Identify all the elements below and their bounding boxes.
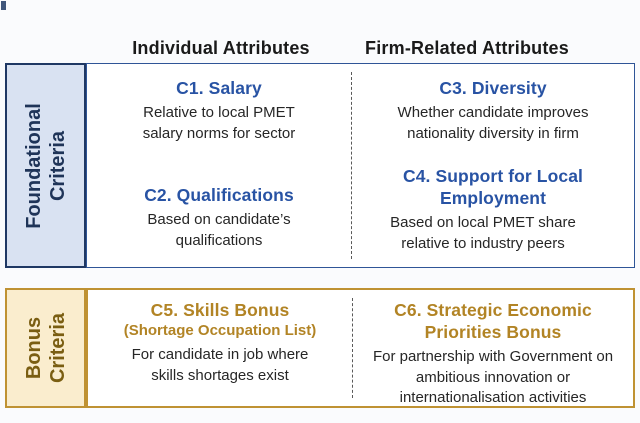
criterion-c4-title: C4. Support for Local Employment [402,166,584,208]
criterion-c6-description: For partnership with Government on ambitious innovation or internationalisation activities [372,348,614,406]
cell-bonus-individual [88,290,352,406]
column-header-individual-attributes: Individual Attributes [132,38,310,58]
row-label-line-2: Criteria [46,312,69,384]
criterion-c5-title: C5. Skills Bonus [150,300,290,320]
criterion-c2 [134,184,304,251]
row-label-text [22,103,70,229]
criterion-c1-title: C1. Salary [176,78,262,98]
criterion-c1 [132,77,307,144]
bonus-criteria-panel [86,288,635,408]
criterion-c3 [389,77,597,144]
column-header-firm-related-attributes: Firm-Related Attributes [365,38,569,58]
criterion-c6-title: C6. Strategic Economic Priorities Bonus [394,300,592,342]
criterion-c5 [122,299,318,386]
criterion-c4-description: Based on local PMET share relative to industry peers [390,214,576,252]
cell-foundational-individual [87,64,351,267]
foundational-criteria-row-label [5,63,86,268]
row-label-line-1: Bonus [22,316,45,380]
foundational-criteria-band [5,63,635,268]
row-label-line-1: Foundational [22,102,45,229]
criterion-c3-title: C3. Diversity [439,78,547,98]
criterion-c5-subtitle: (Shortage Occupation List) [123,322,317,339]
row-label-line-2: Criteria [46,130,69,201]
criterion-c6 [372,299,614,409]
criterion-c2-title: C2. Qualifications [144,185,294,205]
bonus-criteria-row-label [5,288,86,408]
criterion-c4 [377,165,609,254]
bonus-criteria-band [5,288,635,408]
row-label-text [22,313,70,383]
criterion-c2-description: Based on candidate’s qualifications [147,211,291,249]
cell-foundational-firm [352,64,634,267]
criterion-c5-description: For candidate in job where skills shortages exist [131,346,309,384]
cell-bonus-firm [353,290,633,406]
criterion-c3-description: Whether candidate improves nationality diversity in firm [397,104,589,142]
criterion-c1-description: Relative to local PMET salary norms for sector [142,104,296,142]
corner-artifact-mark [1,1,6,10]
foundational-criteria-panel [86,63,635,268]
